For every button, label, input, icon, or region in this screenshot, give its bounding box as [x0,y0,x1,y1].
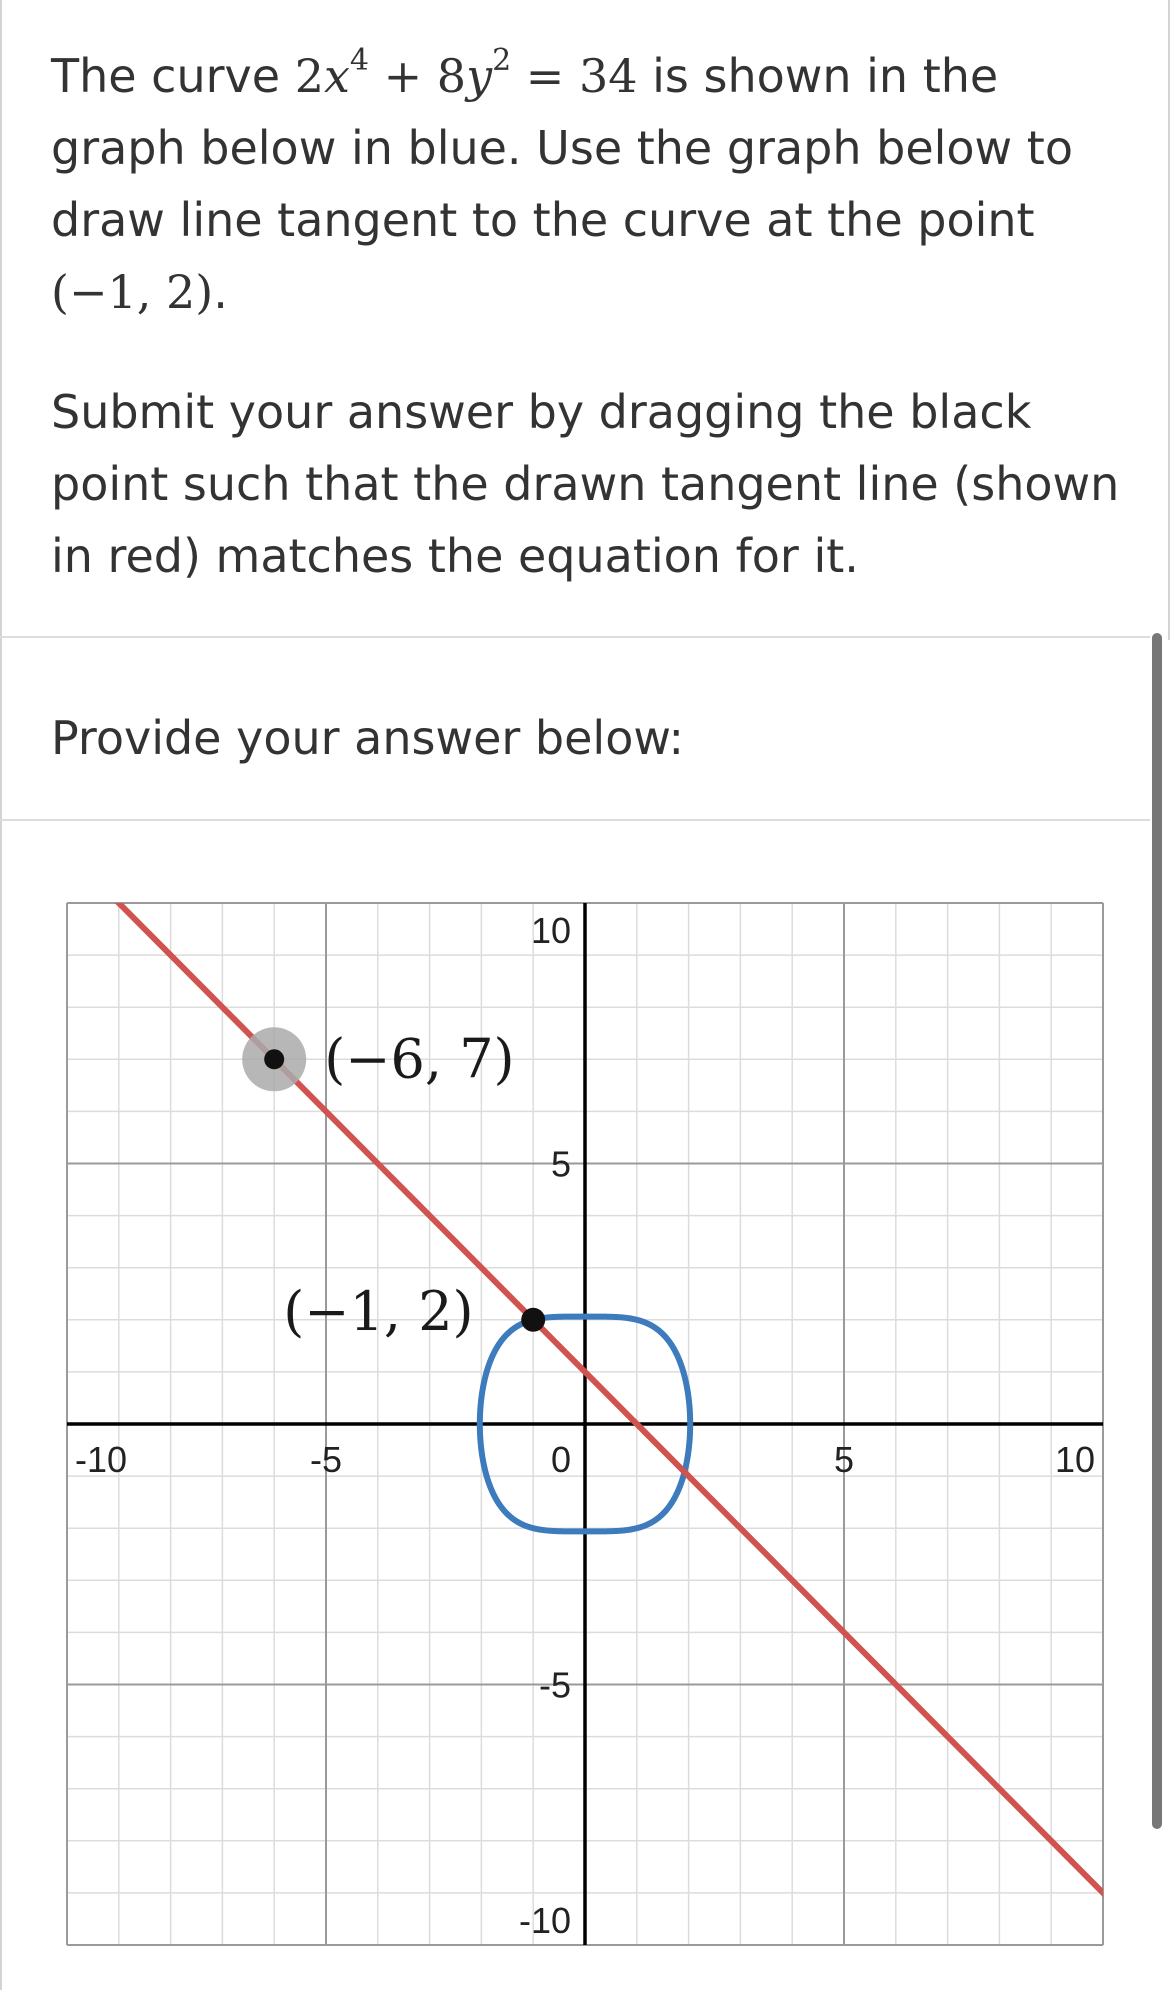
x-tick-label: -10 [75,1439,128,1480]
drag-point[interactable] [264,1049,284,1069]
x-tick-label: 5 [833,1439,855,1480]
question-text-part: The curve [51,49,295,103]
question-paragraph-2: Submit your answer by dragging the black point such that the drawn tangent line (shown in red) matches the equation for it. [51,385,1120,583]
y-tick-label: -10 [518,1900,571,1941]
drag-point-label: (−6, 7) [324,1027,515,1091]
question-text-part: is shown in the graph below in blue. Use the graph below to draw line tangent to the curve at the point [51,49,1073,247]
y-tick-label: 5 [550,1143,571,1185]
math-exp: 2 [492,43,512,78]
math-var-x: x [323,49,350,103]
math-exp: 4 [349,43,370,78]
x-tick-label: 10 [1054,1439,1095,1480]
x-tick-label: -5 [309,1439,343,1480]
fixed-point [521,1308,545,1332]
fixed-point-label: (−1, 2) [283,1279,474,1343]
tangent-point-coords: (−1, 2) [51,265,214,319]
math-coef: 2 [294,49,324,103]
question-period: . [213,265,228,319]
x-tick-label: 0 [550,1439,572,1480]
y-tick-label: -5 [538,1664,571,1706]
math-term: + 8 [369,49,467,103]
y-tick-label: 10 [530,910,571,951]
math-var-y: y [466,49,493,103]
points-layer [242,1027,545,1343]
answer-prompt: Provide your answer below: [51,711,684,765]
math-rhs: = 34 [511,49,638,103]
